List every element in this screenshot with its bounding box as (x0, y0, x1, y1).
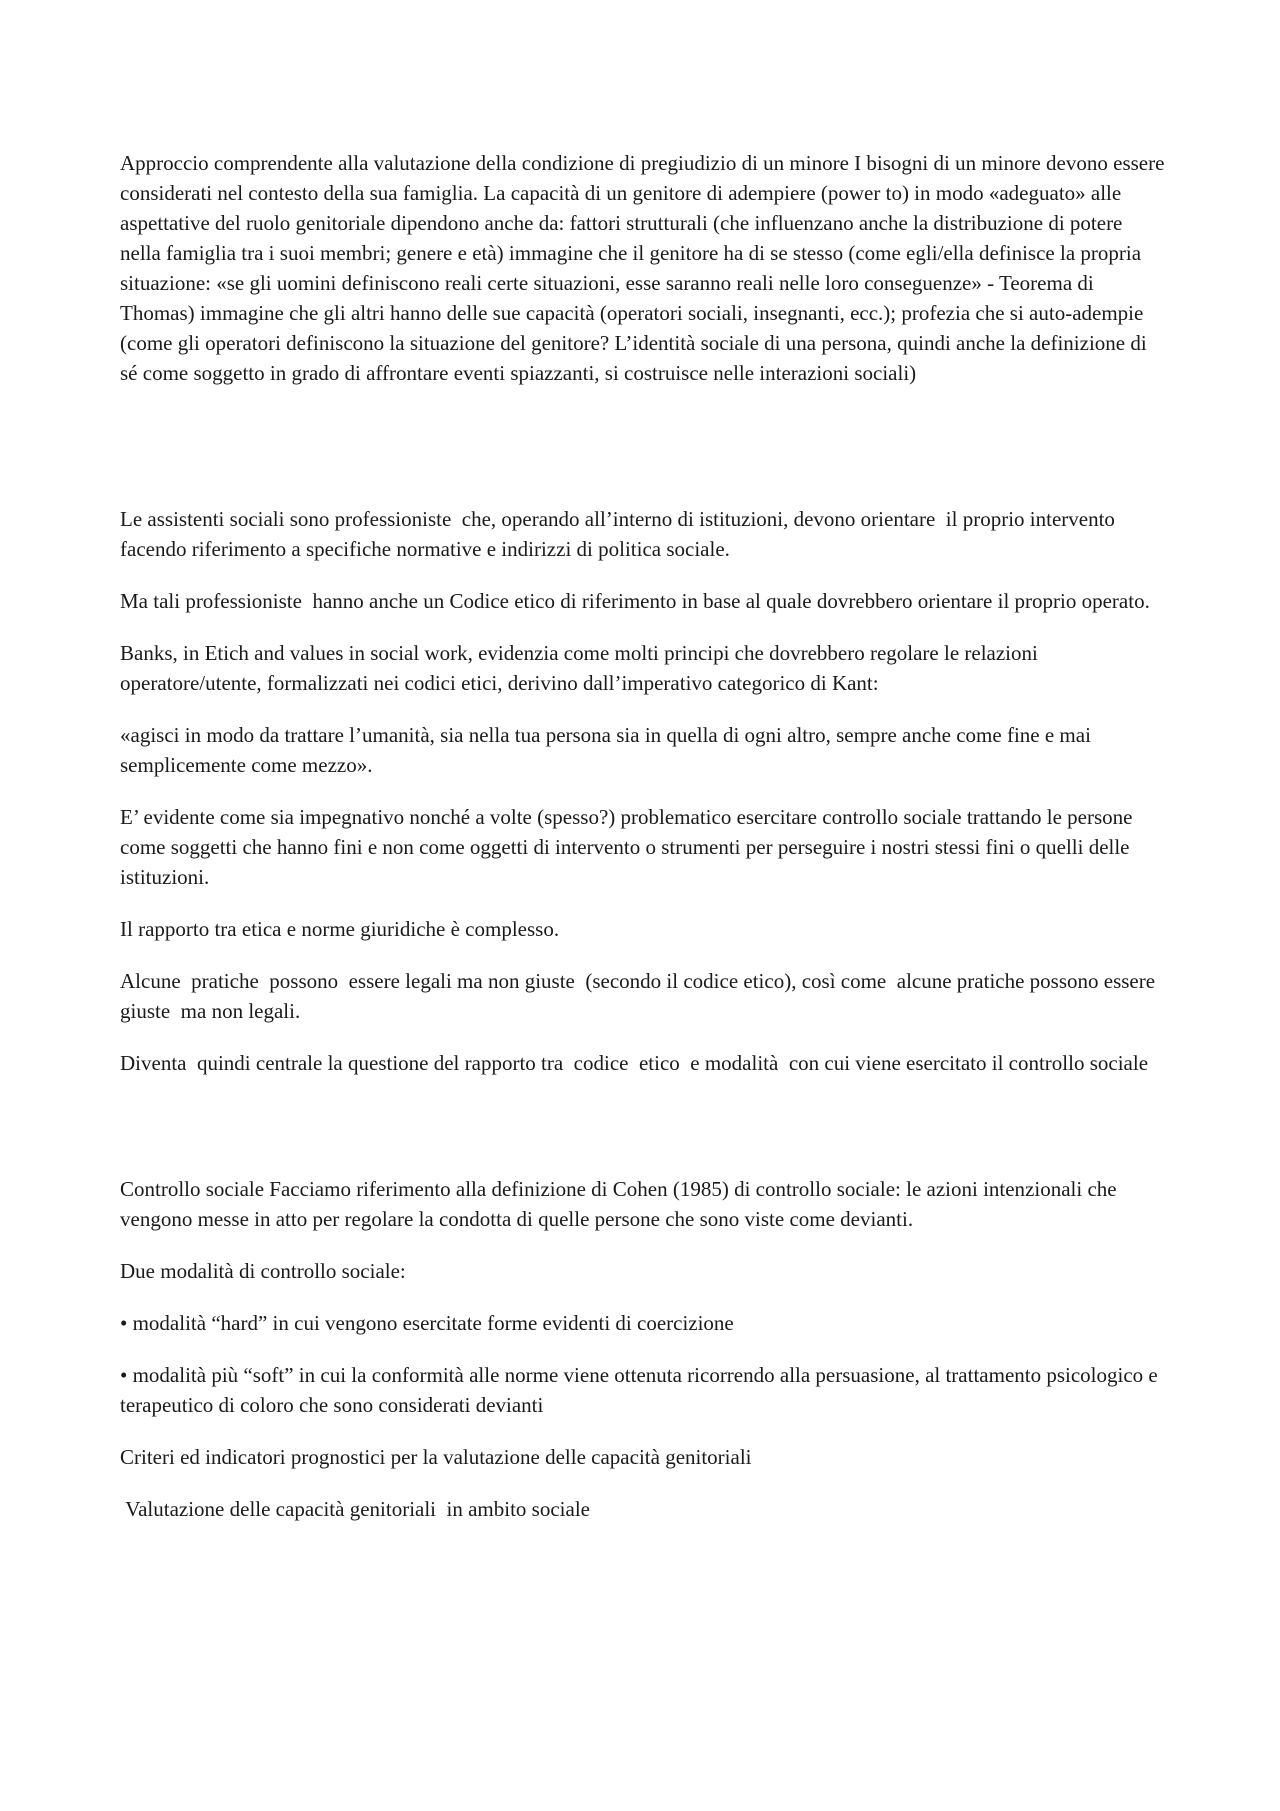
paragraph-codice-etico: Ma tali professioniste hanno anche un Codice etico di riferimento in base al quale dovrebbero orientare il proprio operato. (120, 589, 1150, 613)
paragraph-cohen-definition: Controllo sociale Facciamo riferimento alla definizione di Cohen (1985) di controllo sociale: le azioni intenzionali che vengono messe in atto per regolare la condotta di quelle persone che sono viste come devianti. (120, 1177, 1122, 1231)
paragraph-kant-quote: «agisci in modo da trattare l’umanità, sia nella tua persona sia in quella di ogni altro, sempre anche come fine e mai semplicemente come mezzo». (120, 723, 1097, 777)
paragraph-pratiche-legali: Alcune pratiche possono essere legali ma non giuste (secondo il codice etico), così come alcune pratiche possono essere giuste ma non legali. (120, 969, 1166, 1023)
paragraph-due-modalita: Due modalità di controllo sociale: (120, 1259, 406, 1283)
paragraph-questione-centrale: Diventa quindi centrale la questione del rapporto tra codice etico e modalità con cui viene esercitato il controllo sociale (120, 1051, 1149, 1075)
bullet-modalita-soft: • modalità più “soft” in cui la conformità alle norme viene ottenuta ricorrendo alla persuasione, al trattamento psicologico e terapeutico di coloro che sono considerati devianti (120, 1363, 1163, 1417)
spacer (120, 1100, 1165, 1174)
paragraph-criteri-indicatori: Criteri ed indicatori prognostici per la valutazione delle capacità genitoriali (120, 1445, 752, 1469)
paragraph-banks: Banks, in Etich and values in social work, evidenzia come molti principi che dovrebbero regolare le relazioni operatore/utente, formalizzati nei codici etici, derivino dall’imperativo categorico di Kant: (120, 641, 1044, 695)
document-body (120, 148, 1170, 1546)
paragraph-valutazione-capacita: Valutazione delle capacità genitoriali in ambito sociale (120, 1497, 590, 1521)
paragraph-assistenti-sociali: Le assistenti sociali sono professioniste che, operando all’interno di istituzioni, devono orientare il proprio intervento facendo riferimento a specifiche normative e indirizzi di politica sociale. (120, 507, 1121, 561)
spacer (120, 388, 1165, 504)
bullet-modalita-hard: • modalità “hard” in cui vengono esercitate forme evidenti di coercizione (120, 1311, 734, 1335)
paragraph-approccio: Approccio comprendente alla valutazione della condizione di pregiudizio di un minore I bisogni di un minore devono essere considerati nel contesto della sua famiglia. La capacità di un genitore di adempiere (power to) in modo «adeguato» alle aspettative del ruolo genitoriale dipendono anche da: fattori strutturali (che influenzano anche la distribuzione di potere nella famiglia tra i suoi membri; genere e età) immagine che il genitore ha di se stesso (come egli/ella definisce la propria situazione: «se gli uomini definiscono reali certe situazioni, esse saranno reali nelle loro conseguenze» - Teorema di Thomas) immagine che gli altri hanno delle sue capacità (operatori sociali, insegnanti, ecc.); profezia che si auto-adempie (come gli operatori definiscono la situazione del genitore? L’identità sociale di una persona, quindi anche la definizione di sé come soggetto in grado di affrontare eventi spiazzanti, si costruisce nelle interazioni sociali) (120, 151, 1170, 385)
paragraph-controllo-sociale-problematico: E’ evidente come sia impegnativo nonché a volte (spesso?) problematico esercitare controllo sociale trattando le persone come soggetti che hanno fini e non come oggetti di intervento o strumenti per perseguire i nostri stessi fini o quelli delle istituzioni. (120, 805, 1138, 889)
paragraph-etica-norme: Il rapporto tra etica e norme giuridiche è complesso. (120, 917, 560, 941)
